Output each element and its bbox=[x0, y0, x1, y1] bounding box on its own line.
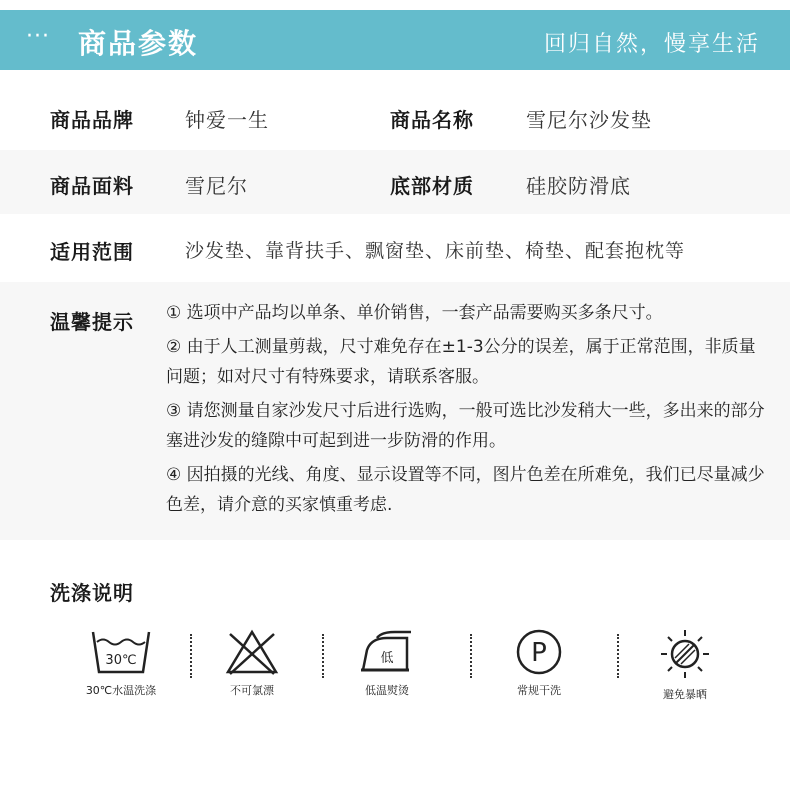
scope-label: 适用范围 bbox=[50, 240, 134, 264]
bottom-label: 底部材质 bbox=[390, 174, 474, 198]
material-label: 商品面料 bbox=[50, 174, 134, 198]
section-title: 商品参数 bbox=[78, 27, 199, 60]
care-caption: 避免暴晒 bbox=[663, 688, 707, 701]
param-row-scope bbox=[0, 216, 790, 280]
tip-item: ① 选项中产品均以单条、单价销售，一套产品需要购买多条尺寸。 bbox=[166, 303, 663, 323]
tip-item: ④ 因拍摄的光线、角度、显示设置等不同，图片色差在所难免，我们已尽量减少色差，请介意的买家慎重考虑. bbox=[166, 465, 765, 515]
brand-value: 钟爱一生 bbox=[185, 108, 269, 132]
tips-section bbox=[0, 282, 790, 540]
iron-low-icon bbox=[355, 628, 419, 676]
care-caption: 低温熨烫 bbox=[365, 684, 409, 697]
tip-item: ② 由于人工测量剪裁，尺寸难免存在±1-3公分的误差，属于正常范围，非质量问题；如对尺寸有特殊要求，请联系客服。 bbox=[166, 337, 756, 387]
separator bbox=[190, 634, 192, 678]
material-value: 雪尼尔 bbox=[185, 174, 248, 198]
param-row-material bbox=[0, 150, 790, 214]
tip-item: ③ 请您测量自家沙发尺寸后进行选购，一般可选比沙发稍大一些，多出来的部分塞进沙发的缝隙中可起到进一步防滑的作用。 bbox=[166, 401, 765, 451]
svg-text:低: 低 bbox=[380, 651, 394, 666]
svg-text:P: P bbox=[531, 638, 547, 668]
care-caption: 30℃水温洗涤 bbox=[85, 684, 157, 697]
care-item-bleach bbox=[197, 628, 307, 698]
separator bbox=[470, 634, 472, 678]
svg-text:30℃: 30℃ bbox=[105, 653, 137, 668]
wash-30-icon bbox=[89, 628, 153, 676]
care-item-dryclean bbox=[484, 628, 594, 698]
slogan: 回归自然，慢享生活 bbox=[543, 32, 760, 57]
care-item-iron bbox=[332, 628, 442, 698]
care-caption: 不可氯漂 bbox=[230, 684, 274, 697]
wash-title: 洗涤说明 bbox=[50, 581, 134, 605]
tips-list bbox=[166, 298, 766, 524]
brand-label: 商品品牌 bbox=[50, 108, 134, 132]
care-caption: 常规干洗 bbox=[517, 684, 561, 697]
care-item-wash bbox=[66, 628, 176, 698]
bottom-value: 硅胶防滑底 bbox=[526, 174, 631, 198]
dots-icon: ··· bbox=[26, 24, 50, 49]
dry-clean-icon bbox=[513, 628, 565, 676]
separator bbox=[617, 634, 619, 678]
care-item-sun bbox=[630, 628, 740, 702]
section-header-banner bbox=[0, 10, 790, 70]
tips-label: 温馨提示 bbox=[50, 310, 134, 334]
no-sun-icon bbox=[657, 628, 713, 680]
no-bleach-icon bbox=[224, 628, 280, 676]
name-value: 雪尼尔沙发垫 bbox=[526, 108, 652, 132]
param-row-brand bbox=[0, 84, 790, 148]
scope-value: 沙发垫、靠背扶手、飘窗垫、床前垫、椅垫、配套抱枕等 bbox=[185, 240, 686, 262]
separator bbox=[322, 634, 324, 678]
top-border bbox=[0, 0, 790, 8]
name-label: 商品名称 bbox=[390, 108, 474, 132]
